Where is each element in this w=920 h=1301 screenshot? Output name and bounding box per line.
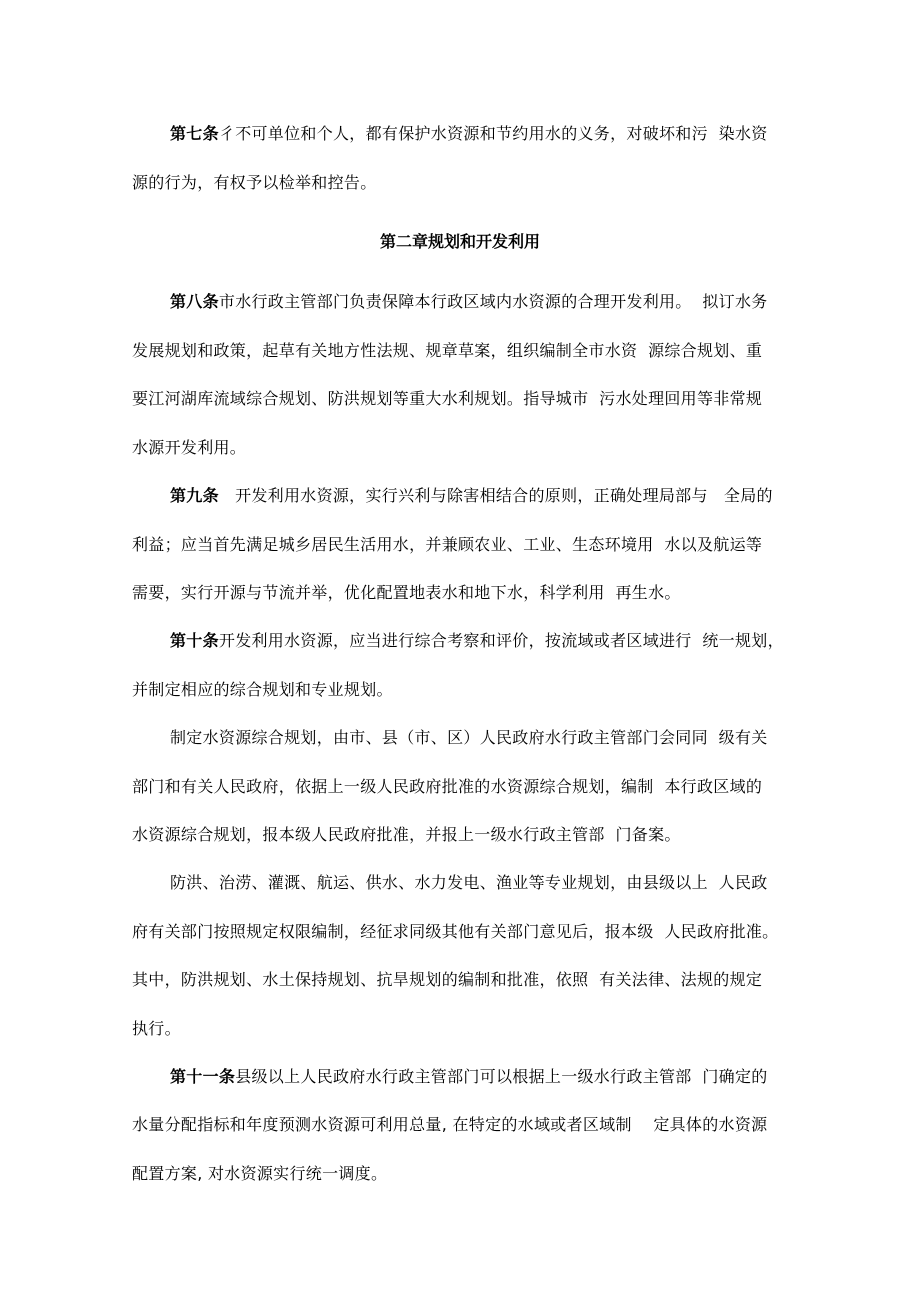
special-plan-line-2: 府有关部门按照规定权限编制，经征求同级其他有关部门意见后，报本级 人民政府批准。 <box>132 922 779 941</box>
article-8-line-4: 水源开发利用。 <box>132 438 247 457</box>
article-9-line-3: 需要，实行开源与节流并举，优化配置地表水和地下水，科学利用 再生水。 <box>132 583 681 602</box>
comprehensive-plan-line-2: 部门和有关人民政府，依据上一级人民政府批准的水资源综合规划，编制 本行政区域的 <box>132 777 763 796</box>
article-7-text: 彳不可单位和个人，都有保护水资源和节约用水的义务，对破坏和污 染水资 <box>218 124 768 143</box>
article-10-line-1 <box>170 631 784 651</box>
article-7-line-1 <box>170 124 768 144</box>
article-11-line-1 <box>170 1067 768 1087</box>
article-10-text: 开发利用水资源，应当进行综合考察和评价，按流域或者区域进行 统一规划， <box>218 631 784 650</box>
article-8-label: 第八条 <box>170 292 219 311</box>
article-8-line-2: 发展规划和政策，起草有关地方性法规、规章草案，组织编制全市水资 源综合规划、重 <box>132 341 763 360</box>
article-11-label: 第十一条 <box>170 1067 236 1086</box>
article-10-line-2: 并制定相应的综合规划和专业规划。 <box>132 680 393 699</box>
article-11-line-2: 水量分配指标和年度预测水资源可利用总量, 在特定的水域或者区域制 定具体的水资源 <box>132 1115 768 1134</box>
comprehensive-plan-line-3: 水资源综合规划，报本级人民政府批准，并报上一级水行政主管部 门备案。 <box>132 825 681 844</box>
special-plan-line-1: 防洪、治涝、灌溉、航运、供水、水力发电、渔业等专业规划，由县级以上 人民政 <box>170 873 768 892</box>
special-plan-line-4: 执行。 <box>132 1019 181 1038</box>
article-8-text: 市水行政主管部门负责保障本行政区域内水资源的合理开发利用。 拟订水务 <box>218 292 768 311</box>
chapter-heading: 第二章规划和开发利用 <box>379 232 540 251</box>
article-11-text: 县级以上人民政府水行政主管部门可以根据上一级水行政主管部 门确定的 <box>235 1067 768 1086</box>
article-7-line-2: 源的行为，有权予以检举和控告。 <box>132 173 377 192</box>
article-7-label: 第七条 <box>170 124 219 143</box>
comprehensive-plan-line-1: 制定水资源综合规划，由市、县（市、区）人民政府水行政主管部门会同同 级有关 <box>170 728 768 747</box>
article-9-label: 第九条 <box>170 486 219 505</box>
article-10-label: 第十条 <box>170 631 219 650</box>
article-8-line-3: 要江河湖库流域综合规划、防洪规划等重大水利规划。指导城市 污水处理回用等非常规 <box>132 389 763 408</box>
article-8-line-1 <box>170 292 768 312</box>
article-9-line-1 <box>170 486 773 506</box>
article-11-line-3: 配置方案, 对水资源实行统一调度。 <box>132 1164 388 1183</box>
special-plan-line-3: 其中，防洪规划、水土保持规划、抗旱规划的编制和批准，依照 有关法律、法规的规定 <box>132 970 763 989</box>
article-9-line-2: 利益；应当首先满足城乡居民生活用水，并兼顾农业、工业、生态环境用 水以及航运等 <box>132 535 763 554</box>
article-9-text: 开发利用水资源，实行兴利与除害相结合的原则，正确处理局部与 全局的 <box>218 486 773 505</box>
